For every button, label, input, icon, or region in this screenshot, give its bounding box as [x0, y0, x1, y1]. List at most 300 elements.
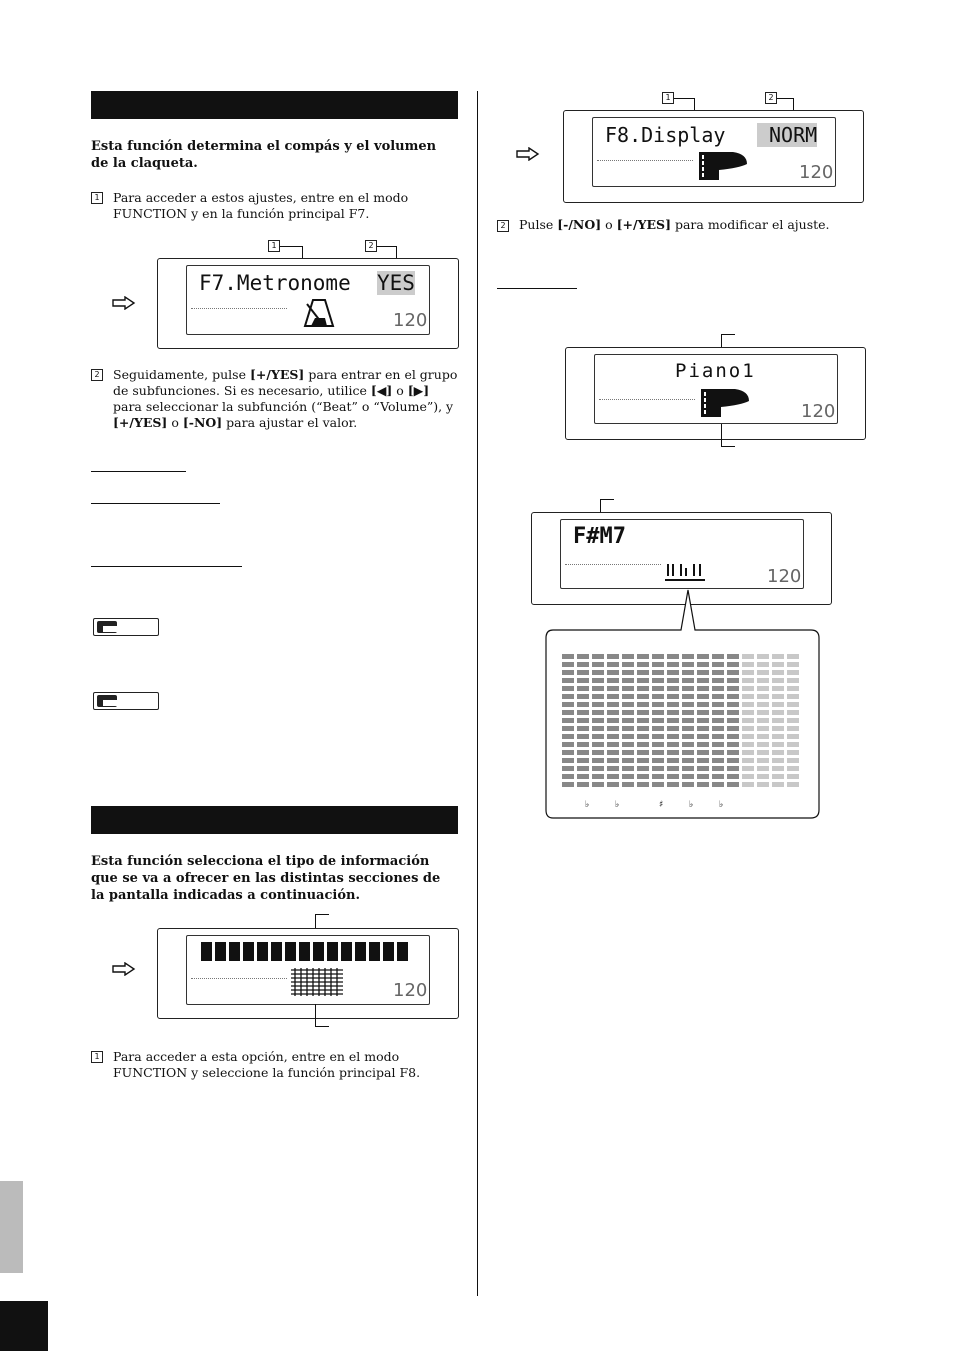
matrix-dot: [667, 662, 679, 667]
arrow-right-icon: [112, 962, 136, 976]
matrix-dot: [697, 782, 709, 787]
matrix-dot: [607, 726, 619, 731]
matrix-dot: [787, 678, 799, 683]
matrix-dot: [592, 742, 604, 747]
matrix-dot: [727, 678, 739, 683]
matrix-dot: [712, 710, 724, 715]
matrix-dot: [772, 662, 784, 667]
matrix-dot: [622, 670, 634, 675]
matrix-dot: [607, 654, 619, 659]
matrix-dot: [562, 742, 574, 747]
matrix-dot: [757, 678, 769, 683]
matrix-dot: [697, 734, 709, 739]
matrix-dot: [742, 670, 754, 675]
matrix-dot: [622, 662, 634, 667]
tempo-value: 120: [801, 401, 836, 422]
matrix-dot: [712, 694, 724, 699]
matrix-dot: [652, 670, 664, 675]
matrix-dot: [652, 718, 664, 723]
matrix-dot: [742, 710, 754, 715]
step2-right-text: Pulse [-/NO] o [+/YES] para modificar el ajuste.: [519, 217, 830, 232]
matrix-dot: [637, 718, 649, 723]
matrix-dot: [562, 662, 574, 667]
matrix-dot: [607, 678, 619, 683]
matrix-dot: [577, 662, 589, 667]
lcd-display-f8: [563, 110, 864, 203]
matrix-dot: [622, 750, 634, 755]
matrix-dot: [562, 654, 574, 659]
metronome-icon: [299, 298, 339, 330]
matrix-dot: [712, 774, 724, 779]
matrix-dot: [757, 686, 769, 691]
matrix-dot: [562, 782, 574, 787]
matrix-dot: [787, 726, 799, 731]
matrix-dot: [622, 710, 634, 715]
matrix-dot: [562, 718, 574, 723]
matrix-dot: [682, 758, 694, 763]
matrix-dot: [727, 734, 739, 739]
matrix-dot: [622, 654, 634, 659]
matrix-dot: [727, 742, 739, 747]
dot-matrix-icon: [291, 968, 343, 996]
matrix-dot: [787, 774, 799, 779]
matrix-dot: [622, 718, 634, 723]
matrix-dot: [622, 686, 634, 691]
matrix-dot: [562, 758, 574, 763]
matrix-dot: [787, 742, 799, 747]
matrix-dot: [607, 782, 619, 787]
lcd-display-voice: [565, 347, 866, 440]
matrix-dot: [592, 766, 604, 771]
matrix-dot: [757, 782, 769, 787]
lcd-title: F7.Metronome: [199, 271, 351, 295]
step-number: 2: [497, 220, 509, 232]
matrix-dot: [667, 670, 679, 675]
matrix-dot: [577, 734, 589, 739]
matrix-dot: [667, 750, 679, 755]
matrix-dot: [577, 782, 589, 787]
matrix-dot: [577, 726, 589, 731]
matrix-dot: [712, 670, 724, 675]
matrix-dot: [757, 718, 769, 723]
matrix-dot: [592, 782, 604, 787]
matrix-dot: [787, 686, 799, 691]
matrix-dot: [607, 742, 619, 747]
matrix-dot: [712, 726, 724, 731]
matrix-dot: [742, 654, 754, 659]
matrix-dot: [637, 782, 649, 787]
matrix-dot: [562, 710, 574, 715]
voice-name: Piano1: [675, 360, 756, 382]
matrix-dot: [787, 766, 799, 771]
matrix-dot: [592, 694, 604, 699]
matrix-dot: [667, 742, 679, 747]
matrix-dot: [652, 662, 664, 667]
matrix-dot: [667, 782, 679, 787]
matrix-dot: [682, 782, 694, 787]
matrix-dot: [742, 726, 754, 731]
matrix-dot: [577, 654, 589, 659]
matrix-dot: [787, 718, 799, 723]
matrix-dot: [772, 718, 784, 723]
matrix-dot: [607, 694, 619, 699]
callout-label-2: 2: [365, 240, 377, 252]
matrix-dot: [682, 694, 694, 699]
matrix-dot: [712, 654, 724, 659]
note-icon: [93, 618, 159, 636]
matrix-dot: [697, 750, 709, 755]
matrix-dot: [592, 670, 604, 675]
matrix-dot: [742, 750, 754, 755]
tempo-value: 120: [393, 980, 428, 1001]
matrix-dot: [637, 678, 649, 683]
matrix-dot: [727, 758, 739, 763]
matrix-dot: [577, 710, 589, 715]
matrix-dot: [787, 758, 799, 763]
matrix-dot: [757, 742, 769, 747]
matrix-dot: [592, 734, 604, 739]
arrow-right-icon: [516, 147, 540, 161]
matrix-dot: [757, 670, 769, 675]
matrix-dot: [577, 774, 589, 779]
matrix-dot: [712, 678, 724, 683]
matrix-dot: [577, 766, 589, 771]
flat-symbol: ♭: [719, 800, 724, 810]
matrix-dot: [577, 742, 589, 747]
matrix-dot: [742, 758, 754, 763]
matrix-dot: [712, 766, 724, 771]
matrix-dot: [652, 766, 664, 771]
piano-icon: [701, 389, 749, 417]
matrix-dot: [652, 782, 664, 787]
lcd-title: F8.Display: [605, 123, 726, 147]
matrix-dot: [562, 670, 574, 675]
flat-symbol: ♭: [615, 800, 620, 810]
matrix-dot: [697, 662, 709, 667]
matrix-dot: [772, 710, 784, 715]
matrix-dot: [787, 662, 799, 667]
matrix-dot: [592, 726, 604, 731]
matrix-dot: [562, 766, 574, 771]
matrix-dot: [667, 686, 679, 691]
matrix-dot: [787, 694, 799, 699]
matrix-dot: [727, 670, 739, 675]
lcd-display-sections: [157, 928, 459, 1019]
matrix-dot: [652, 750, 664, 755]
matrix-dot: [622, 766, 634, 771]
matrix-dot: [637, 726, 649, 731]
matrix-dot: [637, 710, 649, 715]
matrix-dot: [637, 670, 649, 675]
section-header-metronome: [91, 91, 458, 119]
matrix-dot: [622, 774, 634, 779]
matrix-dot: [622, 734, 634, 739]
arrow-right-icon: [112, 296, 136, 310]
matrix-dot: [622, 678, 634, 683]
matrix-dot: [592, 758, 604, 763]
matrix-dot: [622, 742, 634, 747]
matrix-dot: [742, 662, 754, 667]
matrix-dot: [727, 766, 739, 771]
matrix-dot: [697, 742, 709, 747]
matrix-dot: [682, 718, 694, 723]
matrix-dot: [562, 774, 574, 779]
matrix-dot: [757, 694, 769, 699]
column-divider: [477, 91, 478, 1296]
step-number: 1: [91, 1051, 103, 1063]
matrix-dot: [697, 726, 709, 731]
matrix-dot: [742, 766, 754, 771]
matrix-dot: [757, 750, 769, 755]
matrix-dot: [742, 694, 754, 699]
matrix-dot: [652, 742, 664, 747]
matrix-dot: [682, 662, 694, 667]
matrix-dot: [667, 654, 679, 659]
matrix-dot: [652, 726, 664, 731]
metronome-intro: Esta función determina el compás y el volumen de la claqueta.: [91, 139, 437, 171]
matrix-dot: [592, 662, 604, 667]
section-header-display: [91, 806, 458, 834]
sharp-symbol: ♯: [659, 800, 664, 810]
flat-symbol: ♭: [689, 800, 694, 810]
rule: [91, 566, 242, 567]
lcd-value: YES: [377, 271, 415, 295]
step1-text: Para acceder a estos ajustes, entre en el modo FUNCTION y en la función principal F7.: [113, 190, 409, 221]
matrix-dot: [772, 686, 784, 691]
matrix-dot: [622, 702, 634, 707]
matrix-dot: [637, 766, 649, 771]
matrix-dot: [697, 686, 709, 691]
matrix-dot: [742, 774, 754, 779]
matrix-dot: [772, 750, 784, 755]
matrix-dot: [727, 686, 739, 691]
matrix-dot: [787, 750, 799, 755]
matrix-dot: [682, 766, 694, 771]
matrix-dot: [592, 750, 604, 755]
step-number: 1: [91, 192, 103, 204]
matrix-dot: [667, 758, 679, 763]
matrix-dot: [697, 710, 709, 715]
matrix-dot: [607, 710, 619, 715]
matrix-dot: [682, 734, 694, 739]
matrix-dot: [652, 654, 664, 659]
matrix-dot: [607, 670, 619, 675]
matrix-dot: [637, 702, 649, 707]
matrix-dot: [772, 782, 784, 787]
matrix-dot: [697, 766, 709, 771]
matrix-dot: [682, 742, 694, 747]
matrix-dot: [607, 702, 619, 707]
note-icon: [93, 692, 159, 710]
matrix-dot: [727, 710, 739, 715]
matrix-dot: [697, 654, 709, 659]
matrix-dot: [652, 678, 664, 683]
matrix-dot: [772, 654, 784, 659]
matrix-dot: [742, 718, 754, 723]
matrix-dot: [622, 758, 634, 763]
matrix-dot: [712, 758, 724, 763]
matrix-dot: [592, 718, 604, 723]
matrix-dot: [667, 726, 679, 731]
flat-symbol: ♭: [585, 800, 590, 810]
matrix-dot: [637, 750, 649, 755]
matrix-dot: [667, 678, 679, 683]
matrix-dot: [742, 742, 754, 747]
matrix-dot: [607, 774, 619, 779]
matrix-dot: [607, 686, 619, 691]
matrix-dot: [652, 734, 664, 739]
rule: [91, 503, 220, 504]
matrix-dot: [577, 670, 589, 675]
matrix-dot: [727, 654, 739, 659]
matrix-dot: [592, 774, 604, 779]
matrix-dot: [667, 694, 679, 699]
matrix-dot: [712, 742, 724, 747]
matrix-dot: [622, 782, 634, 787]
matrix-dot: [592, 702, 604, 707]
matrix-dot: [682, 678, 694, 683]
matrix-dot: [667, 710, 679, 715]
page-number-block: [0, 1301, 48, 1351]
matrix-dot: [682, 710, 694, 715]
matrix-dot: [742, 782, 754, 787]
matrix-dot: [757, 726, 769, 731]
matrix-dot: [607, 662, 619, 667]
matrix-dot: [772, 694, 784, 699]
matrix-dot: [712, 782, 724, 787]
matrix-dot: [772, 758, 784, 763]
matrix-dot: [577, 718, 589, 723]
matrix-dot: [787, 702, 799, 707]
matrix-dot: [712, 686, 724, 691]
matrix-dot: [757, 710, 769, 715]
matrix-dot: [682, 686, 694, 691]
matrix-dot: [712, 734, 724, 739]
matrix-dot: [772, 766, 784, 771]
matrix-dot: [562, 686, 574, 691]
matrix-dot: [592, 654, 604, 659]
matrix-dot: [562, 750, 574, 755]
matrix-dot: [652, 686, 664, 691]
matrix-dot: [787, 710, 799, 715]
matrix-dot: [592, 678, 604, 683]
matrix-dot: [712, 662, 724, 667]
matrix-dot: [682, 774, 694, 779]
matrix-dot: [772, 742, 784, 747]
matrix-dot: [757, 734, 769, 739]
matrix-dot: [652, 774, 664, 779]
matrix-dot: [772, 726, 784, 731]
matrix-dot: [652, 702, 664, 707]
matrix-dot: [727, 662, 739, 667]
matrix-dot: [592, 710, 604, 715]
matrix-dot: [652, 758, 664, 763]
matrix-dot: [697, 678, 709, 683]
step1b-text: Para acceder a esta opción, entre en el modo FUNCTION y seleccione la función principal F8.: [113, 1049, 421, 1080]
matrix-dot: [607, 734, 619, 739]
matrix-dot: [727, 694, 739, 699]
matrix-dot: [637, 774, 649, 779]
side-tab-language: [0, 1181, 23, 1273]
matrix-dot: [727, 782, 739, 787]
piano-icon: [699, 152, 747, 180]
matrix-dot: [607, 750, 619, 755]
character-blocks: [201, 942, 419, 962]
matrix-dot: [682, 726, 694, 731]
matrix-dot: [607, 766, 619, 771]
matrix-dot: [772, 734, 784, 739]
matrix-dot: [637, 758, 649, 763]
matrix-dot: [637, 686, 649, 691]
matrix-dot: [637, 694, 649, 699]
matrix-dot: [757, 654, 769, 659]
matrix-dot: [667, 774, 679, 779]
matrix-dot: [712, 718, 724, 723]
matrix-dot: [757, 758, 769, 763]
matrix-dot: [712, 702, 724, 707]
matrix-dot: [652, 694, 664, 699]
matrix-dot: [742, 686, 754, 691]
step-number: 2: [91, 369, 103, 381]
matrix-dot: [667, 766, 679, 771]
matrix-dot: [772, 670, 784, 675]
matrix-dot: [577, 678, 589, 683]
matrix-dot: [577, 702, 589, 707]
matrix-dot: [757, 702, 769, 707]
matrix-dot: [727, 702, 739, 707]
matrix-dot: [787, 654, 799, 659]
chord-name: F#M7: [573, 524, 626, 549]
rule: [91, 471, 186, 472]
matrix-dot: [697, 758, 709, 763]
matrix-dot: [742, 702, 754, 707]
keyboard-chord-icon: [665, 564, 705, 584]
matrix-dot: [727, 774, 739, 779]
matrix-dot: [637, 742, 649, 747]
matrix-dot: [667, 734, 679, 739]
matrix-dot: [682, 670, 694, 675]
tempo-value: 120: [799, 162, 834, 183]
matrix-dot: [622, 726, 634, 731]
callout-label-1: 1: [268, 240, 280, 252]
matrix-dot: [637, 734, 649, 739]
matrix-dot: [592, 686, 604, 691]
matrix-dot: [577, 686, 589, 691]
callout-label-2: 2: [765, 92, 777, 104]
rule: [497, 288, 577, 289]
matrix-dot: [607, 758, 619, 763]
matrix-dot: [787, 670, 799, 675]
matrix-dot: [682, 654, 694, 659]
matrix-dot: [667, 702, 679, 707]
matrix-dot: [727, 718, 739, 723]
lcd-display-metronome: [157, 258, 459, 349]
matrix-dot: [697, 694, 709, 699]
matrix-dot: [652, 710, 664, 715]
matrix-dot: [757, 774, 769, 779]
matrix-dot: [667, 718, 679, 723]
matrix-dot: [562, 726, 574, 731]
matrix-dot: [787, 734, 799, 739]
matrix-dot: [787, 782, 799, 787]
matrix-dot: [562, 694, 574, 699]
matrix-dot: [682, 750, 694, 755]
matrix-dot: [757, 662, 769, 667]
matrix-dot: [712, 750, 724, 755]
matrix-dot: [562, 678, 574, 683]
matrix-dot: [562, 734, 574, 739]
matrix-dot: [562, 702, 574, 707]
